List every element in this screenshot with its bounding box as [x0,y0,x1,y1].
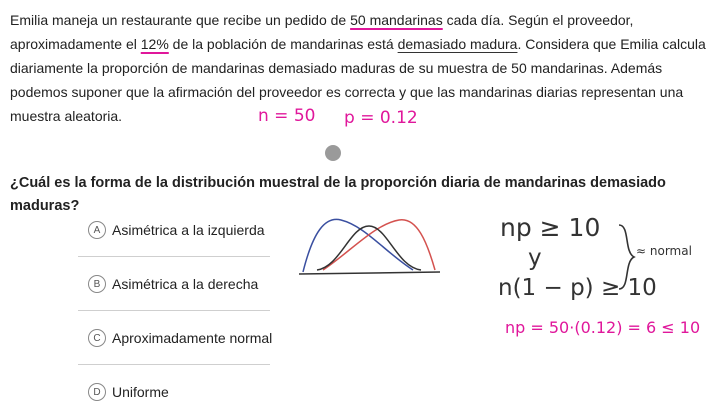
highlight-percentage: 12% [140,36,169,52]
brace-icon [616,222,638,292]
choice-b[interactable] [88,273,258,295]
problem-text-1: Emilia maneja un restaurante que recibe un pedido de [10,12,351,28]
note-and: y [528,245,542,271]
skew-curves-sketch [295,212,445,278]
note-condition-2: n(1 − p) ≥ 10 [498,275,657,301]
choice-a-letter: A [88,221,106,239]
choice-b-label: Asimétrica a la derecha [112,276,259,292]
note-condition-1: np ≥ 10 [500,213,601,242]
choice-c-letter: C [88,329,106,347]
axis-line [299,272,440,274]
cursor-dot [325,145,341,161]
problem-text-3: de la población de mandarinas está [168,36,398,52]
choice-d-letter: D [88,383,106,401]
right-skew-curve [303,219,413,272]
choice-a-label: Asimétrica a la izquierda [112,222,265,238]
choice-c-label: Aproximadamente normal [112,330,273,346]
note-n: n = 50 [258,106,316,126]
problem-text-4: . Considera que Emilia calcula diariamente la proporción de mandarinas demasiado maduras de su muestra de 50 mandarinas. Además podemos suponer que la afirmación del proveedor es correcta y que las mandarinas diarias representan una muestra aleatoria. [10,36,706,124]
note-calculation: np = 50·(0.12) = 6 ≤ 10 [505,318,701,337]
divider [78,364,270,365]
problem-text-2: cada día. Según el proveedor, aproximadamente el [10,12,634,52]
choice-a[interactable] [88,219,265,241]
highlight-sample-size: 50 mandarinas [350,12,443,28]
choice-b-letter: B [88,275,106,293]
highlight-overripe: demasiado madura [397,36,518,52]
question-text: ¿Cuál es la forma de la distribución muestral de la proporción diaria de mandarinas demasiado maduras? [10,175,666,214]
choice-d[interactable] [88,381,169,403]
choice-d-label: Uniforme [112,384,169,400]
left-skew-curve [323,220,435,270]
note-p: p = 0.12 [344,108,418,128]
note-approx-normal: ≈ normal [636,244,692,258]
divider [78,256,270,257]
divider [78,310,270,311]
choice-c[interactable] [88,327,272,349]
